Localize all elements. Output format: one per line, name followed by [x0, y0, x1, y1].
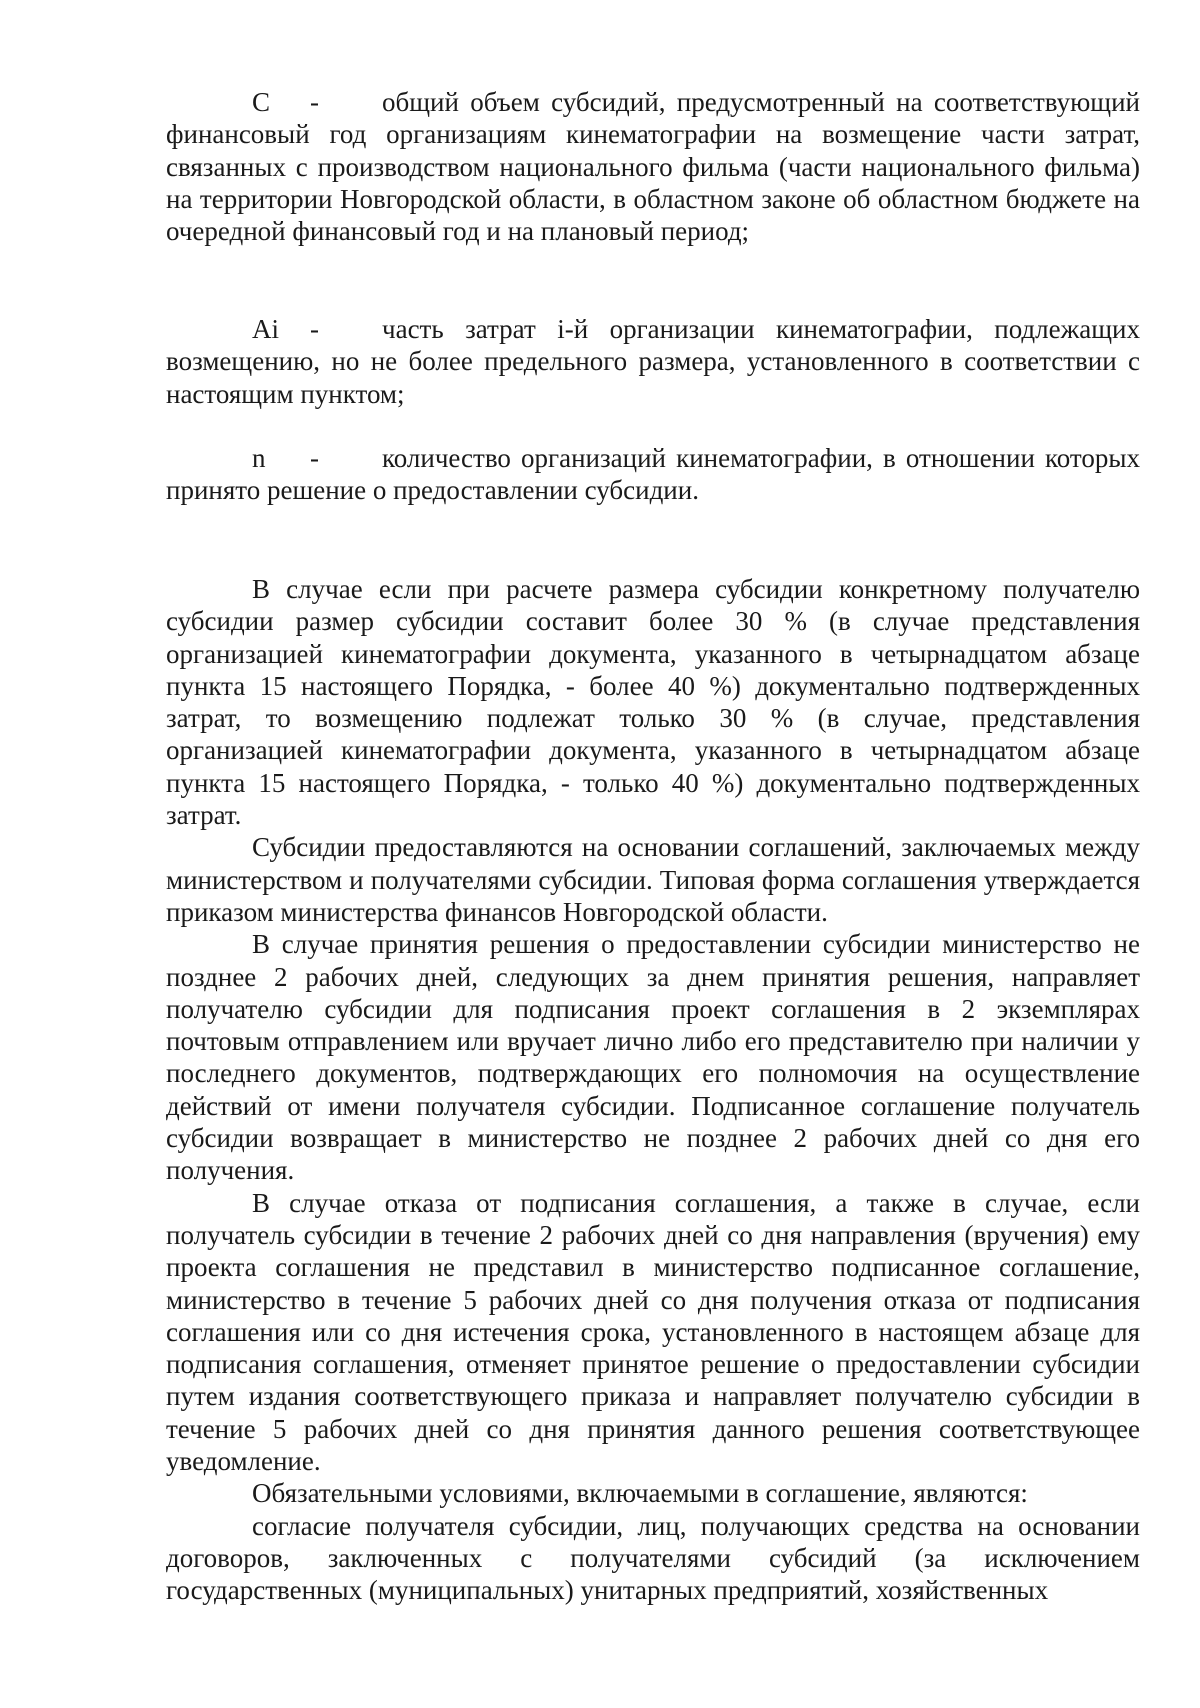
paragraph-refusal: В случае отказа от подписания соглашения, а также в случае, если получатель субсидии в течение 2 рабочих дней со дня направления (вручения) ему проекта соглашения не представил в министерство подписанное соглашение, министерство в течение 5 рабочих дней со дня получения отказа от подписания соглашения или со дня истечения срока, установленного в настоящем абзаце для подписания соглашения, отменяет принятое решение о предоставлении субсидии путем издания соответствующего приказа и направляет получателю субсидии в течение 5 рабочих дней со дня принятия данного решения соответствующее уведомление.	[166, 1187, 1140, 1477]
paragraph-agreement-signing: В случае принятия решения о предоставлении субсидии министерство не позднее 2 рабочих дней, следующих за днем принятия решения, направляет получателю субсидии для подписания проект соглашения в 2 экземплярах почтовым отправлением или вручает лично либо его представителю при наличии у последнего документов, подтверждающих его полномочия на осуществление действий от имени получателя субсидии. Подписанное соглашение получатель субсидии возвращает в министерство не позднее 2 рабочих дней со дня его получения.	[166, 929, 1140, 1186]
definition-c-head	[166, 86, 382, 118]
definition-n-text: количество организаций кинематографии, в отношении которых принято решение о предоставлении субсидии.	[166, 443, 1140, 506]
definition-n-dash: -	[310, 443, 319, 473]
definition-ai-symbol: Ai	[252, 314, 279, 344]
definition-c	[166, 86, 1140, 247]
paragraph-recipient-consent: согласие получателя субсидии, лиц, получающих средства на основании договоров, заключенных с получателями субсидий (за исключением государственных (муниципальных) унитарных предприятий, хозяйственных	[166, 1510, 1140, 1606]
definition-n-symbol: n	[252, 443, 266, 473]
definition-ai-text: часть затрат i-й организации кинематографии, подлежащих возмещению, но не более предельного размера, установленного в соответствии с настоящим пунктом;	[166, 314, 1140, 409]
definition-c-dash: -	[310, 87, 319, 117]
definition-ai-head	[166, 313, 382, 345]
paragraph-subsidy-limit: В случае если при расчете размера субсидии конкретному получателю субсидии размер субсидии составит более 30 % (в случае представления организацией кинематографии документа, указанного в четырнадцатом абзаце пункта 15 настоящего Порядка, - более 40 %) документально подтвержденных затрат, то возмещению подлежат только 30 % (в случае, представления организацией кинематографии документа, указанного в четырнадцатом абзаце пункта 15 настоящего Порядка, - только 40 %) документально подтвержденных затрат.	[166, 574, 1140, 831]
paragraph-mandatory-conditions: Обязательными условиями, включаемыми в соглашение, являются:	[252, 1478, 1028, 1509]
definition-c-symbol: С	[252, 87, 271, 117]
body-text	[166, 573, 1140, 1607]
definition-c-text: общий объем субсидий, предусмотренный на соответствующий финансовый год организациям кинематографии на возмещение части затрат, связанных с производством национального фильма (части национального фильма) на территории Новгородской области, в областном законе об областном бюджете на очередной финансовый год и на плановый период;	[166, 87, 1140, 247]
paragraph-agreements: Субсидии предоставляются на основании соглашений, заключаемых между министерством и получателями субсидии. Типовая форма соглашения утверждается приказом министерства финансов Новгородской области.	[166, 832, 1140, 927]
definition-n	[166, 442, 1140, 507]
definition-n-head	[166, 442, 382, 474]
definition-ai-dash: -	[310, 314, 319, 344]
definition-ai	[166, 313, 1140, 410]
